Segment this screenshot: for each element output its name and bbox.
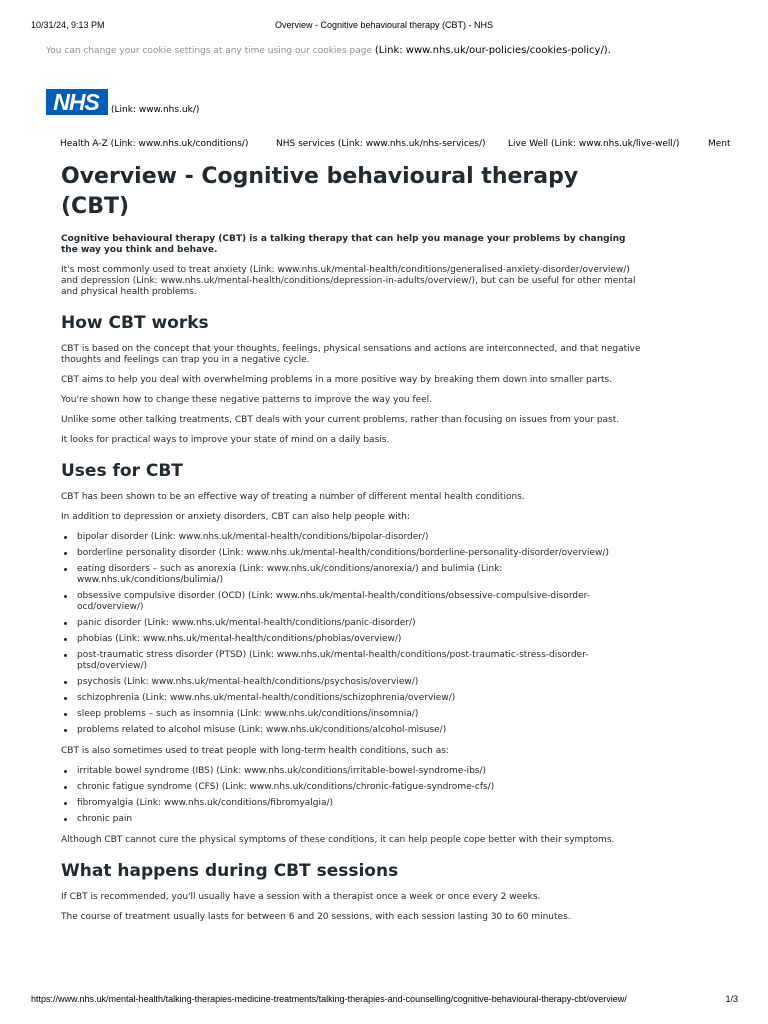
list-item[interactable]: chronic fatigue syndrome (CFS) (Link: www.nhs.uk/conditions/chronic-fatigue-syndrome-cfs/): [77, 782, 641, 793]
article: [61, 162, 641, 932]
print-url: https://www.nhs.uk/mental-health/talking-therapies-medicine-treatments/talking-therapies-and-counselling/cognitive-behavioural-therapy-cbt/overview/: [31, 994, 627, 1004]
uses-paragraph: Although CBT cannot cure the physical symptoms of these conditions, it can help people cope better with their symptoms.: [61, 835, 615, 845]
how-paragraph: You're shown how to change these negative patterns to improve the way you feel.: [61, 395, 433, 405]
nav-item-mental-health[interactable]: Ment: [708, 139, 731, 149]
list-item[interactable]: problems related to alcohol misuse (Link: www.nhs.uk/conditions/alcohol-misuse/): [77, 725, 641, 736]
main-nav: [0, 139, 768, 153]
logo-link[interactable]: (Link: www.nhs.uk/): [111, 105, 200, 115]
cookie-policy-link[interactable]: (Link: www.nhs.uk/our-policies/cookies-policy/).: [374, 45, 611, 56]
how-paragraph: It looks for practical ways to improve your state of mind on a daily basis.: [61, 435, 390, 445]
uses-paragraph: CBT has been shown to be an effective way of treating a number of different mental health conditions.: [61, 492, 525, 502]
list-item[interactable]: sleep problems – such as insomnia (Link: www.nhs.uk/conditions/insomnia/): [77, 709, 641, 720]
print-page-number: 1/3: [725, 994, 738, 1004]
how-paragraph: Unlike some other talking treatments, CBT deals with your current problems, rather than focusing on issues from your past.: [61, 415, 620, 425]
uses-heading: Uses for CBT: [61, 461, 183, 481]
sessions-paragraph: If CBT is recommended, you'll usually have a session with a therapist once a week or once every 2 weeks.: [61, 892, 541, 902]
nav-item-live-well[interactable]: Live Well (Link: www.nhs.uk/live-well/): [508, 139, 680, 149]
list-item[interactable]: borderline personality disorder (Link: www.nhs.uk/mental-health/conditions/borderline-personality-disorder/overview/): [77, 548, 641, 559]
list-item[interactable]: obsessive compulsive disorder (OCD) (Link: www.nhs.uk/mental-health/conditions/obsessive-compulsive-disorder-ocd/overview/): [77, 591, 641, 613]
nav-item-health-a-z[interactable]: Health A-Z (Link: www.nhs.uk/conditions/): [60, 139, 249, 149]
how-paragraph: CBT aims to help you deal with overwhelming problems in a more positive way by breaking them down into smaller parts.: [61, 375, 613, 385]
list-item: chronic pain: [77, 814, 641, 825]
long-term-conditions-list: [61, 766, 641, 825]
print-header: [0, 20, 768, 32]
conditions-list: [61, 532, 641, 736]
how-paragraph: CBT is based on the concept that your thoughts, feelings, physical sensations and actions are interconnected, and that negative thoughts and feelings can trap you in a negative cycle.: [61, 344, 641, 365]
print-datetime: 10/31/24, 9:13 PM: [31, 20, 105, 30]
sessions-paragraph: The course of treatment usually lasts for between 6 and 20 sessions, with each session lasting 30 to 60 minutes.: [61, 912, 571, 922]
intro-paragraph: It's most commonly used to treat anxiety (Link: www.nhs.uk/mental-health/conditions/generalised-anxiety-disorder/overview/) and depression (Link: www.nhs.uk/mental-health/conditions/depression-in-adults/overview/), but can be useful for other mental and physical health problems.: [61, 265, 636, 297]
list-item[interactable]: psychosis (Link: www.nhs.uk/mental-health/conditions/psychosis/overview/): [77, 677, 641, 688]
list-item[interactable]: eating disorders – such as anorexia (Link: www.nhs.uk/conditions/anorexia/) and bulimia (Link: www.nhs.uk/conditions/bulimia/): [77, 564, 641, 586]
list-item[interactable]: fibromyalgia (Link: www.nhs.uk/conditions/fibromyalgia/): [77, 798, 641, 809]
list-item[interactable]: panic disorder (Link: www.nhs.uk/mental-health/conditions/panic-disorder/): [77, 618, 641, 629]
sessions-heading: What happens during CBT sessions: [61, 861, 399, 881]
nhs-logo[interactable]: NHS: [46, 89, 108, 115]
how-cbt-works-heading: How CBT works: [61, 313, 209, 333]
list-item[interactable]: post-traumatic stress disorder (PTSD) (Link: www.nhs.uk/mental-health/conditions/post-traumatic-stress-disorder-ptsd/overview/): [77, 650, 641, 672]
lede-paragraph: Cognitive behavioural therapy (CBT) is a talking therapy that can help you manage your problems by changing the way you think and behave.: [61, 234, 626, 255]
cookie-banner: [46, 45, 746, 56]
uses-paragraph: CBT is also sometimes used to treat people with long-term health conditions, such as:: [61, 746, 449, 756]
list-item[interactable]: schizophrenia (Link: www.nhs.uk/mental-health/conditions/schizophrenia/overview/): [77, 693, 641, 704]
nav-item-nhs-services[interactable]: NHS services (Link: www.nhs.uk/nhs-services/): [276, 139, 486, 149]
header-logo-row: [46, 89, 199, 115]
uses-paragraph: In addition to depression or anxiety disorders, CBT can also help people with:: [61, 512, 411, 522]
list-item[interactable]: irritable bowel syndrome (IBS) (Link: www.nhs.uk/conditions/irritable-bowel-syndrome-ibs/): [77, 766, 641, 777]
print-page-title: Overview - Cognitive behavioural therapy (CBT) - NHS: [274, 20, 494, 30]
list-item[interactable]: bipolar disorder (Link: www.nhs.uk/mental-health/conditions/bipolar-disorder/): [77, 532, 641, 543]
print-footer: [0, 994, 768, 1006]
cookie-text: You can change your cookie settings at any time using our cookies page: [46, 46, 372, 56]
list-item[interactable]: phobias (Link: www.nhs.uk/mental-health/conditions/phobias/overview/): [77, 634, 641, 645]
page-title: Overview - Cognitive behavioural therapy (CBT): [61, 164, 579, 219]
